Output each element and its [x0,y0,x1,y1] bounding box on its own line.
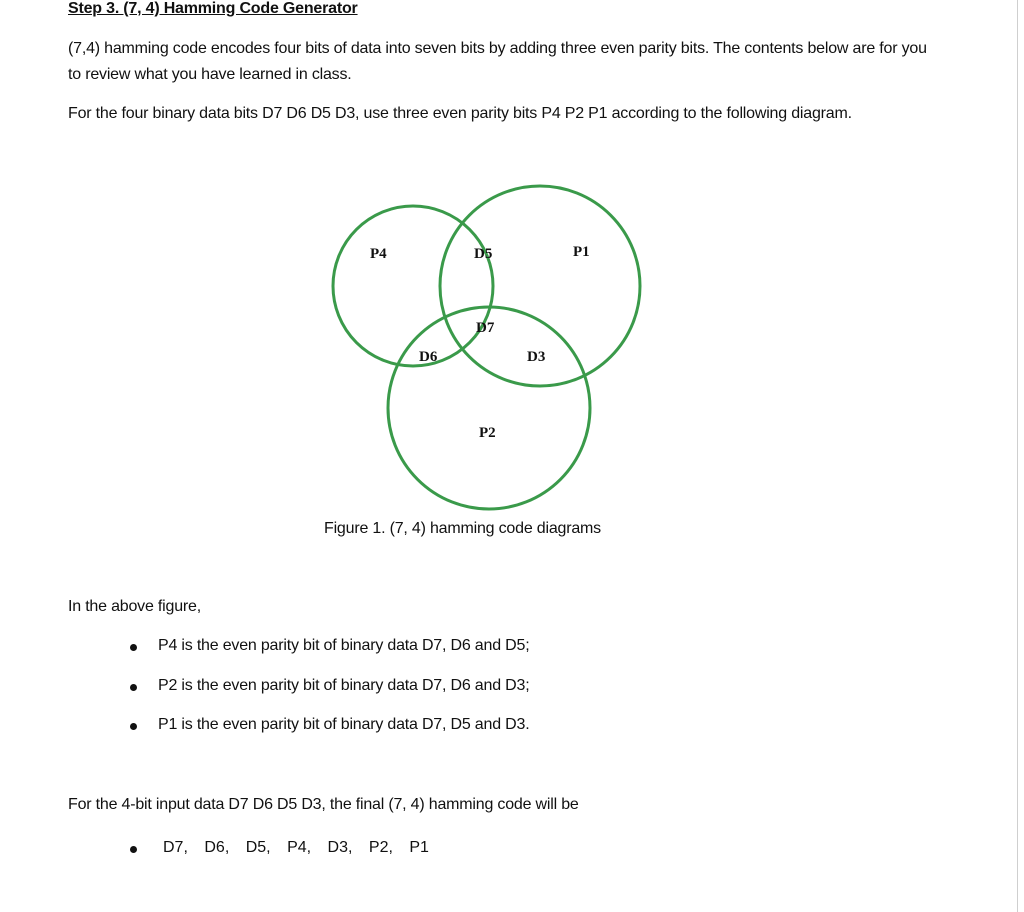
list-item-text: P2 is the even parity bit of binary data D7, D6 and D3; [158,676,530,694]
list-item [130,637,529,677]
circle-p2 [388,307,590,509]
bullet-icon [130,644,137,651]
code-bit: D5, [245,839,271,856]
code-bit: D6, [204,839,230,856]
hamming-code-order [130,839,441,857]
list-item [130,677,529,717]
section-heading: Step 3. (7, 4) Hamming Code Generator [68,0,358,17]
bullet-icon [130,846,137,853]
list-item-text: P4 is the even parity bit of binary data D7, D6 and D5; [158,637,530,654]
code-bit: P4, [287,839,312,856]
figure-caption: Figure 1. (7, 4) hamming code diagrams [324,520,601,537]
final-statement: For the 4-bit input data D7 D6 D5 D3, the final (7, 4) hamming code will be [68,796,579,813]
venn-diagram [320,175,660,515]
instruction-paragraph: For the four binary data bits D7 D6 D5 D3, use three even parity bits P4 P2 P1 according to the following diagram. [68,105,852,122]
code-bit: D7, [163,839,188,856]
code-bit: P1 [409,839,429,856]
intro-paragraph: (7,4) hamming code encodes four bits of data into seven bits by adding three even parity bits. The contents below are for you to review what you have learned in class. [68,40,927,83]
figure-intro: In the above figure, [68,598,201,615]
label-p4: P4 [370,246,387,262]
bullet-icon [130,723,137,730]
code-bit: P2, [368,839,393,856]
list-item-text: P1 is the even parity bit of binary data D7, D5 and D3. [158,716,530,733]
bullet-icon [130,684,137,691]
code-bit: D3, [327,839,353,856]
parity-rule-list [130,637,529,756]
page-edge [1017,0,1018,912]
label-d7: D7 [476,320,495,336]
label-d3: D3 [527,349,546,365]
label-p1: P1 [573,244,590,260]
label-d6: D6 [419,349,438,365]
label-d5: D5 [474,246,493,262]
label-p2: P2 [479,425,496,441]
list-item [130,716,529,756]
